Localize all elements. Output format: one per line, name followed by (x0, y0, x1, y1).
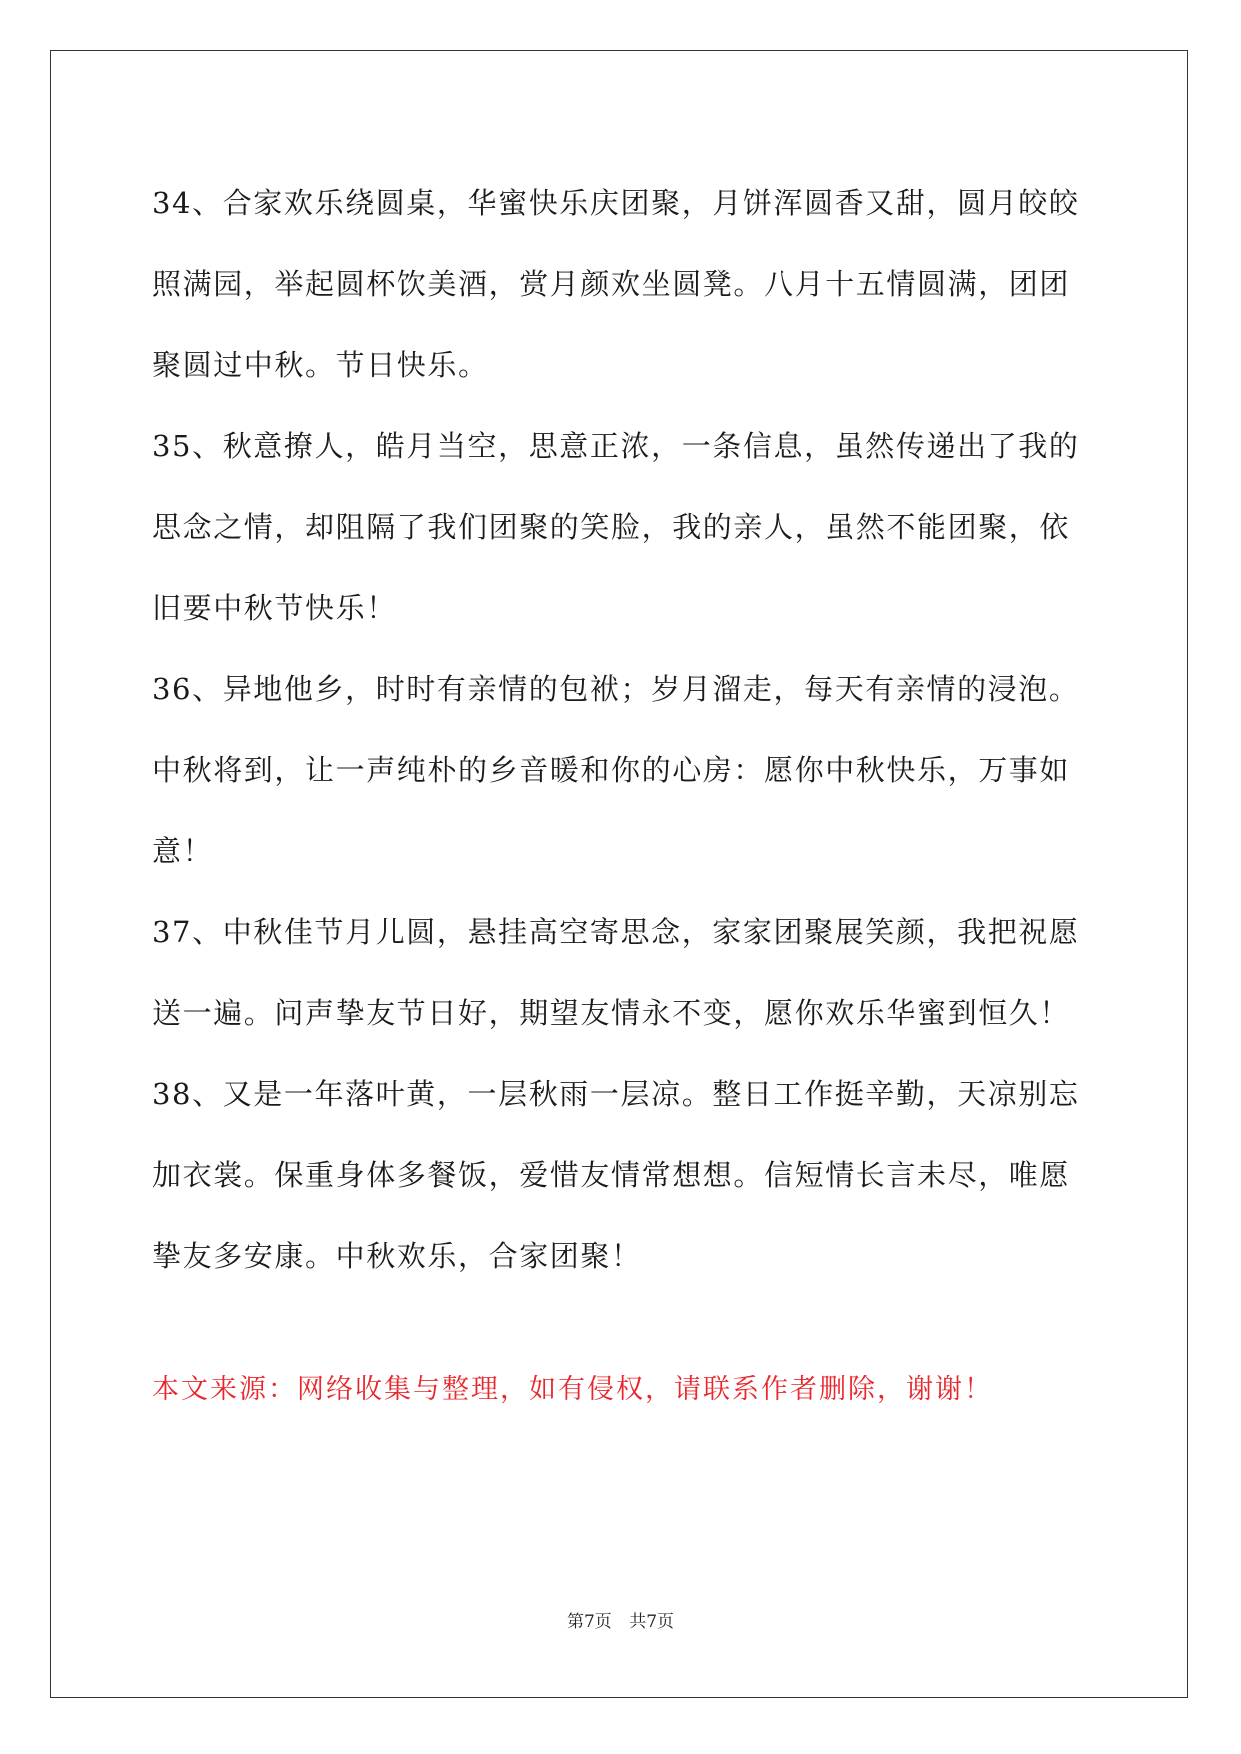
paragraph-34: 34、合家欢乐绕圆桌，华蜜快乐庆团聚，月饼浑圆香又甜，圆月皎皎照满园，举起圆杯饮美酒，赏月颜欢坐圆凳。八月十五情圆满，团团聚圆过中秋。节日快乐。 (152, 186, 1080, 382)
paragraph-37: 37、中秋佳节月儿圆，悬挂高空寄思念，家家团聚展笑颜，我把祝愿送一遍。问声挚友节日好，期望友情永不变，愿你欢乐华蜜到恒久！ (152, 915, 1080, 1030)
paragraph-38: 38、又是一年落叶黄，一层秋雨一层凉。整日工作挺辛勤，天凉别忘加衣裳。保重身体多餐饭，爱惜友情常想想。信短情长言未尽，唯愿挚友多安康。中秋欢乐，合家团聚！ (152, 1077, 1080, 1273)
document-body (152, 163, 1092, 1297)
page-footer (0, 1610, 1241, 1634)
paragraph-35: 35、秋意撩人，皓月当空，思意正浓，一条信息，虽然传递出了我的思念之情，却阻隔了我们团聚的笑脸，我的亲人，虽然不能团聚，依旧要中秋节快乐！ (152, 429, 1080, 625)
source-note: 本文来源：网络收集与整理，如有侵权，请联系作者删除，谢谢！ (152, 1374, 993, 1405)
page-number-total: 共7页 (629, 1612, 675, 1632)
paragraph-36: 36、异地他乡，时时有亲情的包袱；岁月溜走，每天有亲情的浸泡。中秋将到，让一声纯朴的乡音暖和你的心房：愿你中秋快乐，万事如意！ (152, 672, 1080, 868)
page-number-current: 第7页 (566, 1612, 612, 1632)
